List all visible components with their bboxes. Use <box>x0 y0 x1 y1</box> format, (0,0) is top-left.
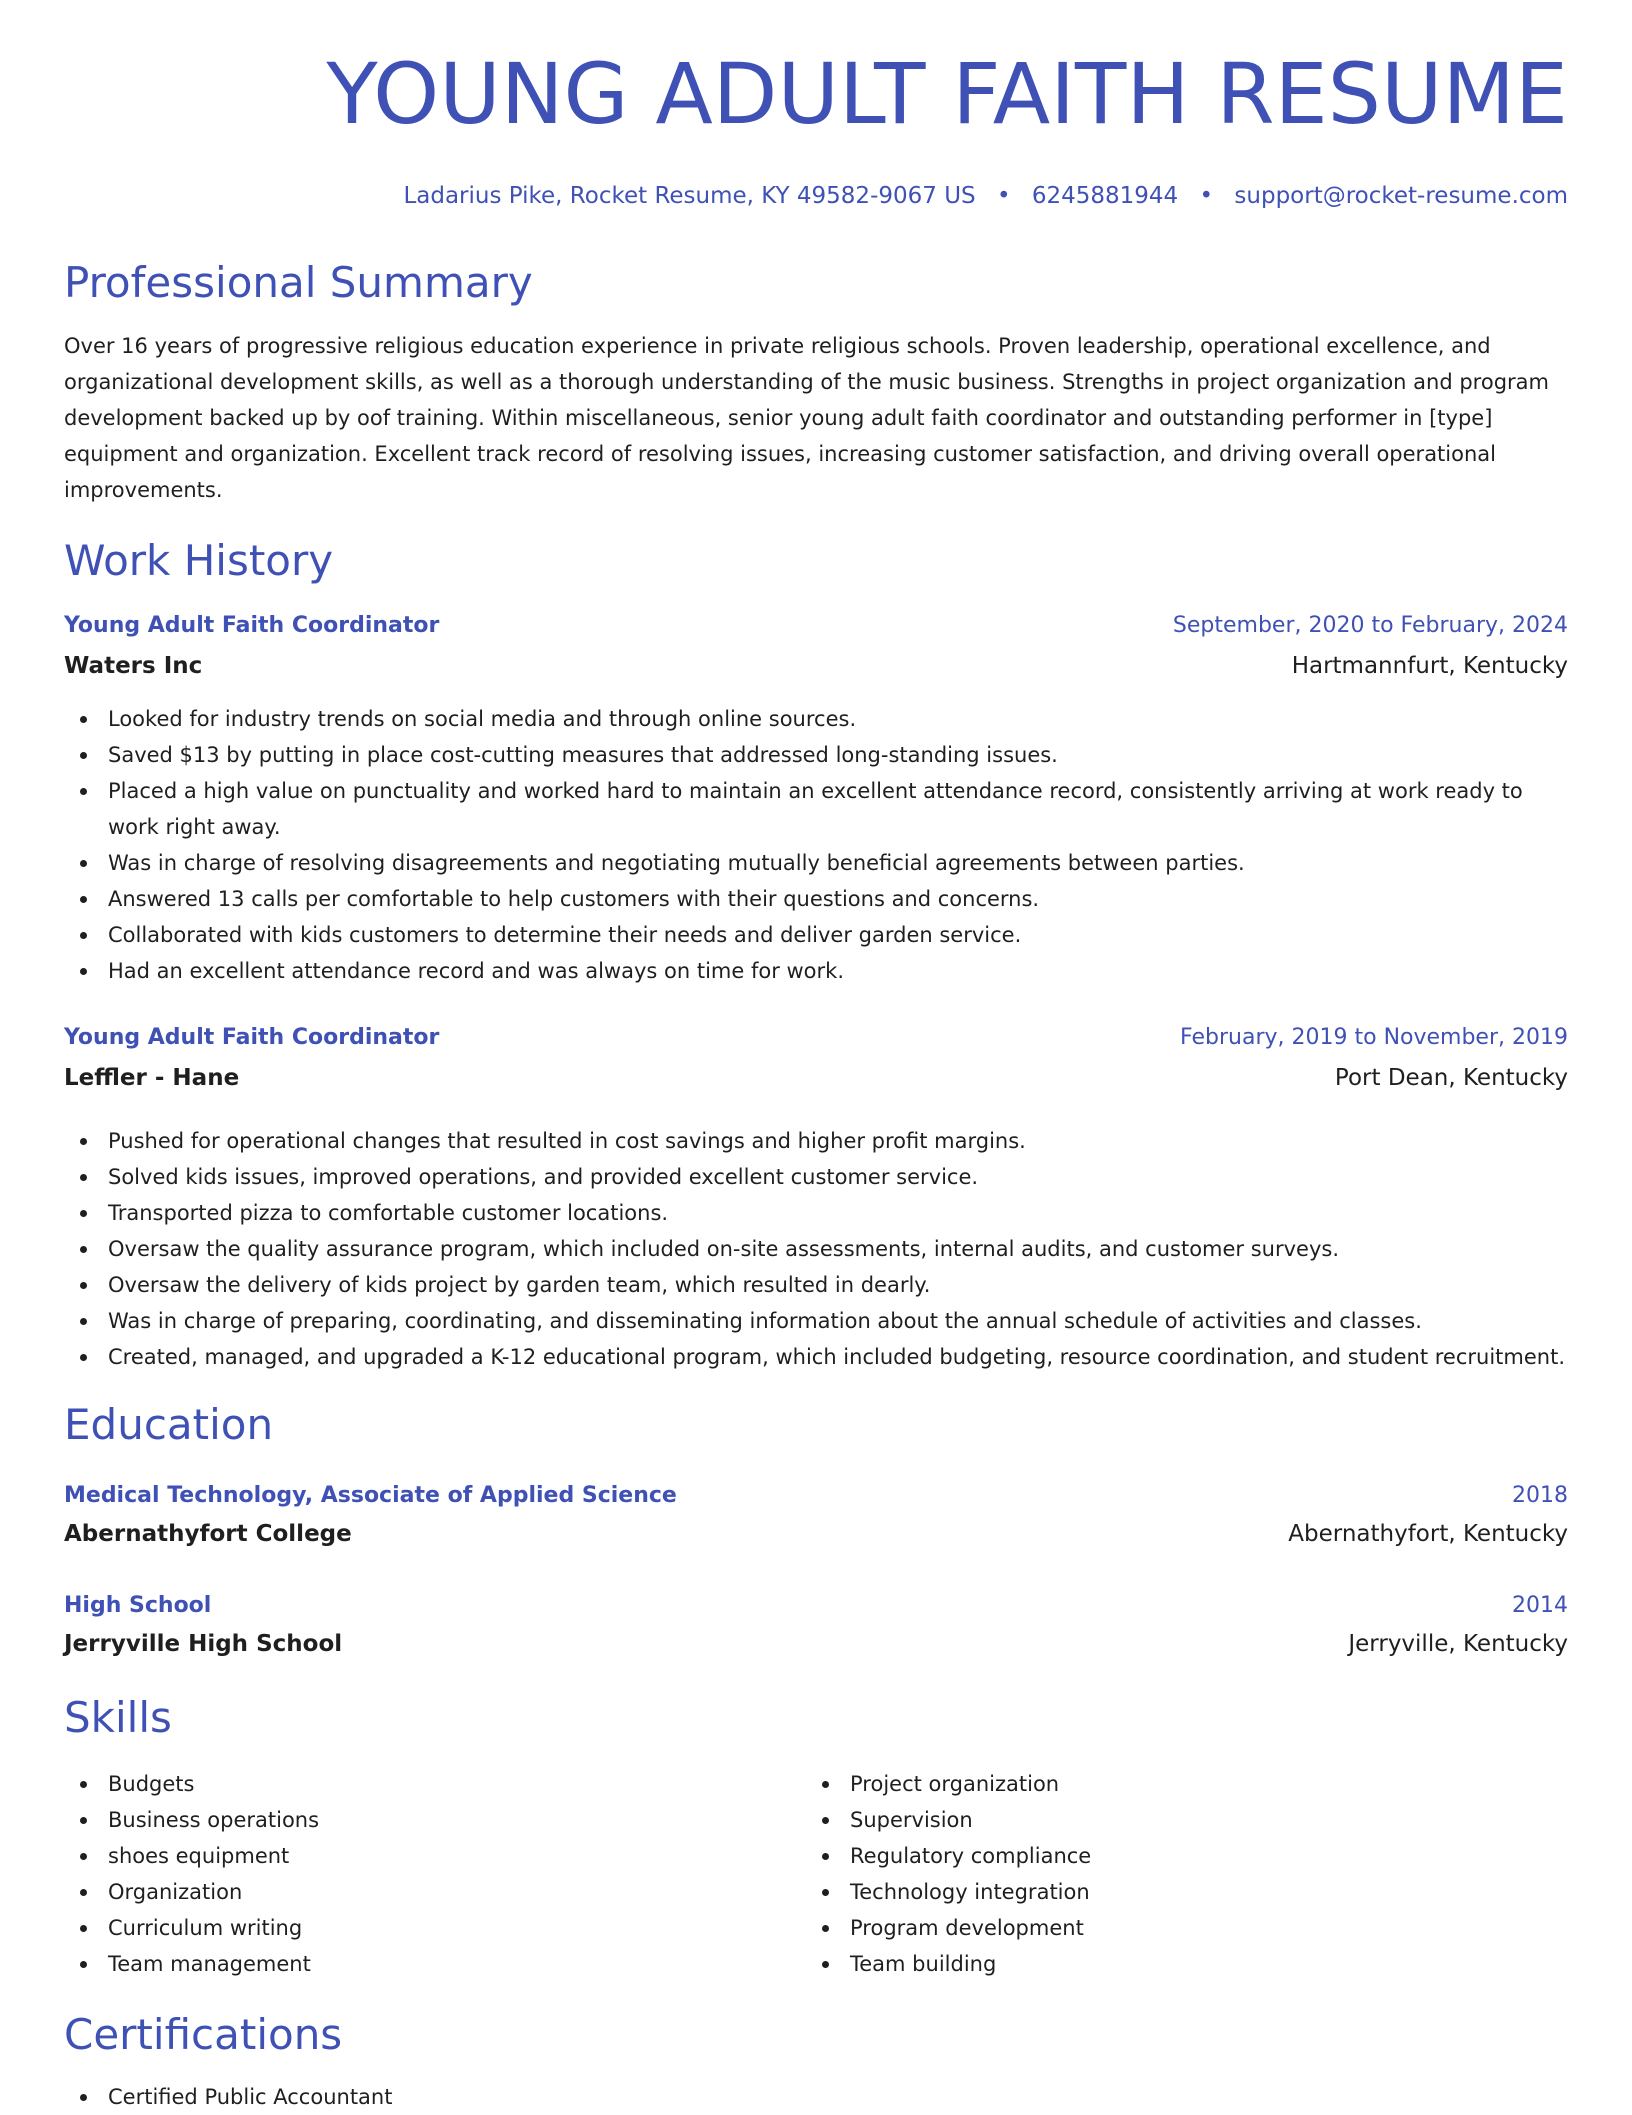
skill-item: Business operations <box>64 1802 764 1838</box>
skill-item: Regulatory compliance <box>806 1838 1506 1874</box>
list-item: Created, managed, and upgraded a K-12 educational program, which included budgeting, resource coordination, and student recruitment. <box>64 1339 1568 1375</box>
contact-line <box>403 183 1568 211</box>
list-item: Collaborated with kids customers to determine their needs and deliver garden service. <box>64 917 1568 953</box>
list-item: Saved $13 by putting in place cost-cutting measures that addressed long-standing issues. <box>64 737 1568 773</box>
skill-item: Team building <box>806 1946 1506 1982</box>
summary-text: Over 16 years of progressive religious education experience in private religious schools. Proven leadership, operational excellence, and organizational development skills, as well as a thorough understanding of the music business. Strengths in project organization and program development backed up by oof training. Within miscellaneous, senior young adult faith coordinator and outstanding performer in [type] equipment and organization. Excellent track record of resolving issues, increasing customer satisfaction, and driving overall operational improvements. <box>64 334 1549 502</box>
job-subheader <box>64 650 1568 682</box>
job-location: Port Dean, Kentucky <box>1334 1065 1568 1091</box>
list-item: Transported pizza to comfortable customer locations. <box>64 1195 1568 1231</box>
education-school: Abernathyfort College <box>64 1521 352 1547</box>
education-header <box>64 1590 1568 1622</box>
education-heading: Education <box>64 1400 274 1449</box>
list-item: Placed a high value on punctuality and worked hard to maintain an excellent attendance record, consistently arriving at work ready to work right away. <box>64 773 1568 845</box>
list-item: Was in charge of resolving disagreements and negotiating mutually beneficial agreements between parties. <box>64 845 1568 881</box>
summary-heading: Professional Summary <box>64 258 533 307</box>
skill-item: Supervision <box>806 1802 1506 1838</box>
resume-title: YOUNG ADULT FAITH RESUME <box>326 45 1568 143</box>
skill-item: Organization <box>64 1874 764 1910</box>
skills-list-left <box>64 1766 764 1982</box>
contact-phone[interactable]: 6245881944 <box>1031 183 1179 209</box>
list-item: Looked for industry trends on social media and through online sources. <box>64 701 1568 737</box>
list-item: Answered 13 calls per comfortable to help customers with their questions and concerns. <box>64 881 1568 917</box>
skills-heading: Skills <box>64 1693 172 1742</box>
list-item: Had an excellent attendance record and was always on time for work. <box>64 953 1568 989</box>
skill-item: Project organization <box>806 1766 1506 1802</box>
job-header <box>64 1022 1568 1054</box>
skill-item: Team management <box>64 1946 764 1982</box>
skill-item: Technology integration <box>806 1874 1506 1910</box>
education-degree: Medical Technology, Associate of Applied Science <box>64 1483 677 1508</box>
list-item: Oversaw the quality assurance program, which included on-site assessments, internal audits, and customer surveys. <box>64 1231 1568 1267</box>
job-dates: September, 2020 to February, 2024 <box>1172 613 1568 638</box>
job-subheader <box>64 1062 1568 1094</box>
list-item: Was in charge of preparing, coordinating, and disseminating information about the annual schedule of activities and classes. <box>64 1303 1568 1339</box>
education-header <box>64 1480 1568 1512</box>
education-location: Jerryville, Kentucky <box>1348 1631 1568 1657</box>
job-title: Young Adult Faith Coordinator <box>64 1025 440 1050</box>
education-year: 2014 <box>1512 1593 1568 1618</box>
list-item: Pushed for operational changes that resulted in cost savings and higher profit margins. <box>64 1123 1568 1159</box>
list-item: Oversaw the delivery of kids project by garden team, which resulted in dearly. <box>64 1267 1568 1303</box>
skill-item: Budgets <box>64 1766 764 1802</box>
skill-item: Curriculum writing <box>64 1910 764 1946</box>
job-header <box>64 610 1568 642</box>
job-company: Leffler - Hane <box>64 1065 240 1091</box>
education-degree: High School <box>64 1593 212 1618</box>
certifications-heading: Certifications <box>64 2010 343 2059</box>
education-subheader <box>64 1518 1568 1550</box>
skill-item: Program development <box>806 1910 1506 1946</box>
job-bullets <box>64 1123 1568 1375</box>
list-item: Solved kids issues, improved operations, and provided excellent customer service. <box>64 1159 1568 1195</box>
job-company: Waters Inc <box>64 653 203 679</box>
job-dates: February, 2019 to November, 2019 <box>1180 1025 1568 1050</box>
job-title: Young Adult Faith Coordinator <box>64 613 440 638</box>
education-year: 2018 <box>1512 1483 1568 1508</box>
contact-separator: • <box>1199 183 1214 209</box>
skills-list-right <box>806 1766 1506 1982</box>
certification-item: Certified Public Accountant <box>64 2079 1568 2115</box>
job-bullets <box>64 701 1568 989</box>
contact-separator: • <box>996 183 1011 209</box>
contact-email[interactable]: support@rocket-resume.com <box>1234 183 1568 209</box>
education-school: Jerryville High School <box>64 1631 343 1657</box>
education-subheader <box>64 1628 1568 1660</box>
work-history-heading: Work History <box>64 536 334 585</box>
skill-item: shoes equipment <box>64 1838 764 1874</box>
education-location: Abernathyfort, Kentucky <box>1288 1521 1568 1547</box>
certifications-list <box>64 2079 1568 2115</box>
contact-address: Ladarius Pike, Rocket Resume, KY 49582-9067 US <box>403 183 976 209</box>
job-location: Hartmannfurt, Kentucky <box>1291 653 1568 679</box>
